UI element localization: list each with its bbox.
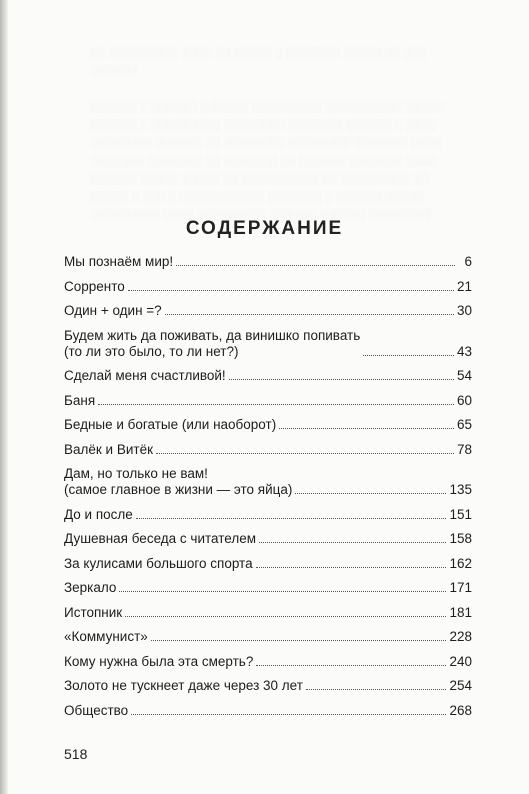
toc-entry-title: Зеркало xyxy=(64,580,117,595)
toc-entry[interactable] xyxy=(64,393,472,409)
toc-entry[interactable] xyxy=(64,654,472,670)
toc-entry-title: За кулисами большого спорта xyxy=(64,555,253,571)
toc-entry[interactable] xyxy=(64,703,472,719)
dot-leader xyxy=(165,314,454,315)
dot-leader xyxy=(259,542,446,543)
toc-entry-title: Будем жить да поживать, да винишко попивать (то ли это было, то ли нет?) xyxy=(64,327,361,359)
toc-entry-page: 171 xyxy=(449,580,472,595)
dot-leader xyxy=(119,591,446,592)
toc-entry-title: Золото не тускнеет даже через 30 лет xyxy=(64,678,303,693)
toc-entry-page: 181 xyxy=(449,604,472,620)
toc-entry-page: 30 xyxy=(456,303,472,318)
page-gutter-shadow xyxy=(0,0,8,794)
toc-entry[interactable] xyxy=(64,466,472,498)
toc-entry-title: Баня xyxy=(64,392,96,408)
toc-entry[interactable] xyxy=(64,328,472,360)
dot-leader xyxy=(156,453,454,454)
toc-entry[interactable] xyxy=(64,279,472,295)
dot-leader xyxy=(176,265,455,266)
dot-leader xyxy=(125,616,446,617)
toc-entry-page: 54 xyxy=(456,368,472,383)
toc-entry-page: 254 xyxy=(449,678,472,693)
toc-entry-title: Дам, но только не вам! (самое главное в жизни — это яйца) xyxy=(64,466,293,497)
toc-entry[interactable] xyxy=(64,303,472,319)
dot-leader xyxy=(151,640,447,641)
toc-entry-title: До и после xyxy=(64,506,133,522)
toc-entry[interactable] xyxy=(64,531,472,547)
toc-entry-page: 6 xyxy=(464,254,472,269)
page-number: 518 xyxy=(64,746,88,762)
toc-entry-page: 65 xyxy=(456,417,472,432)
toc-entry[interactable] xyxy=(64,254,472,270)
toc-entry-page: 158 xyxy=(449,531,472,546)
toc-entry-title: Душевная беседа с читателем xyxy=(64,531,256,546)
show-through-text: ░░ ░░░░░░░░░ ░░░░ ░░ ░░░░░ ░ ░░░░░░░ ░░░░░ ░░ ░░░ ░░░░░░ ░░░░░░ ░ ░░░░░░ ░ ░░░░░ ░░░░░░░░░ ░░░░░░░░░░ ░░░░░ ░░░░░░ ░ ░░░░░░░░░ ░░░░░░░░ ░░░░░░░ ░░░░░░ ░ ░░░░ ░░░░░░░░ ░░░░░░ ░░ ░░░░░░░░ ░░░░░░░░ ░░░░░░░ ░░░░ ░░░░░░░ ░░░░░░░ ░░ ░░░░░░░ ░░ ░░░░░░ ░░░░░░░ ░░░░ ░░░░░░ ░░░░░ ░░░░░ ░░ ░░░░░░░░░░ ░░ ░░░░░░░░░ ░░ ░░░░░ ░ ░░░ ░ ░░░░░░░░░░░ ░░░░░░░ ░ ░░░░░░ ░░░░░ ░░░░░░░░░ ░░░░ ░░░░░░░░░ ░░░░░░ ░░░░░░ ░░░░░░░░ xyxy=(90,47,445,221)
toc-entry-page: 151 xyxy=(449,506,472,522)
toc-entry-page: 162 xyxy=(449,555,472,571)
dot-leader xyxy=(98,404,454,405)
toc-entry-page: 268 xyxy=(449,702,472,718)
toc-entry-page: 43 xyxy=(456,343,472,359)
dot-leader xyxy=(279,428,454,429)
dot-leader xyxy=(363,355,454,356)
toc-entry-title: Валёк и Витёк xyxy=(64,441,153,457)
toc-entry-title: Мы познаём мир! xyxy=(64,254,174,269)
table-of-contents xyxy=(64,254,472,727)
toc-entry-title: Истопник xyxy=(64,604,123,620)
toc-entry[interactable] xyxy=(64,629,472,645)
toc-entry[interactable] xyxy=(64,417,472,433)
toc-entry[interactable] xyxy=(64,507,472,523)
toc-entry[interactable] xyxy=(64,556,472,572)
dot-leader xyxy=(136,518,447,519)
dot-leader xyxy=(256,665,446,666)
toc-entry-title: Бедные и богатые (или наоборот) xyxy=(64,417,277,432)
toc-entry-page: 228 xyxy=(449,629,472,644)
dot-leader xyxy=(128,290,454,291)
toc-entry-page: 240 xyxy=(449,653,472,669)
toc-entry[interactable] xyxy=(64,442,472,458)
toc-entry[interactable] xyxy=(64,605,472,621)
dot-leader xyxy=(295,493,446,494)
toc-entry-page: 60 xyxy=(456,392,472,408)
dot-leader xyxy=(256,567,447,568)
dot-leader xyxy=(306,689,447,690)
toc-entry-title: Сделай меня счастливой! xyxy=(64,368,226,383)
toc-entry-page: 135 xyxy=(449,482,472,497)
toc-entry-title: Кому нужна была эта смерть? xyxy=(64,653,254,669)
toc-entry[interactable] xyxy=(64,580,472,596)
toc-title: СОДЕРЖАНИЕ xyxy=(185,218,344,239)
dot-leader xyxy=(131,714,446,715)
toc-entry-title: «Коммунист» xyxy=(64,629,148,644)
toc-entry-page: 78 xyxy=(456,441,472,457)
toc-entry-title: Один + один =? xyxy=(64,303,162,318)
toc-entry-title: Сорренто xyxy=(64,278,125,294)
toc-entry[interactable] xyxy=(64,678,472,694)
toc-entry[interactable] xyxy=(64,368,472,384)
dot-leader xyxy=(229,379,454,380)
toc-entry-title: Общество xyxy=(64,702,129,718)
toc-entry-page: 21 xyxy=(456,278,472,294)
